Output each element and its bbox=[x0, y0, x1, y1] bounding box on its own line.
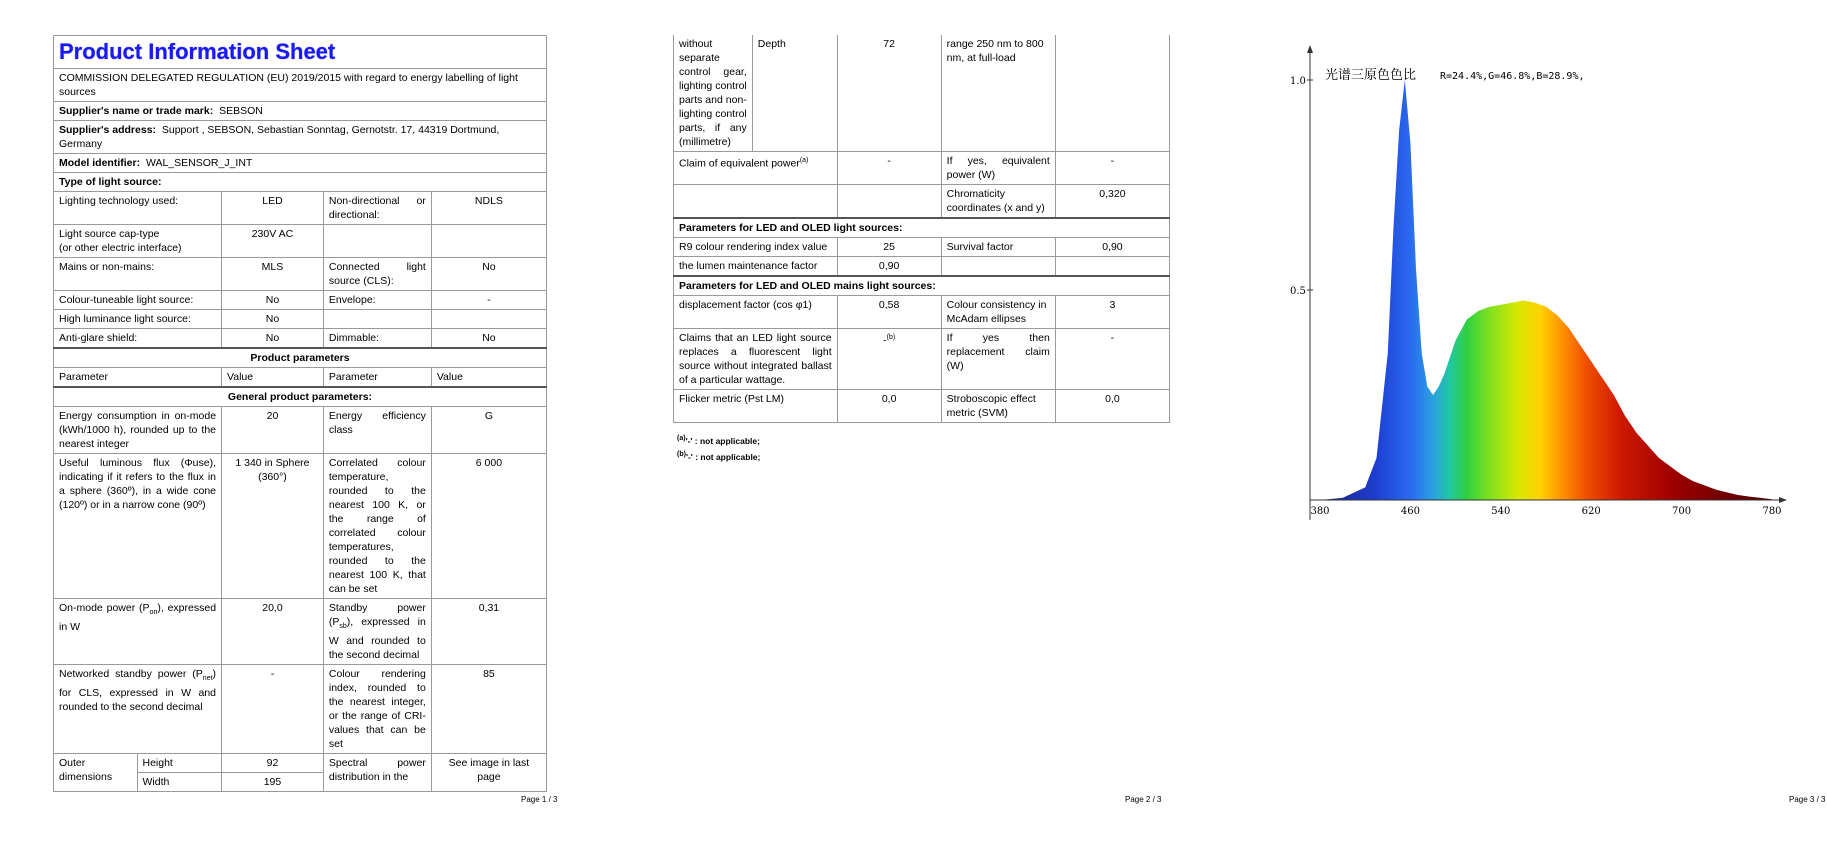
x-tick-label-4: 700 bbox=[1672, 506, 1692, 517]
survival-value: 0,90 bbox=[1055, 238, 1169, 257]
replacement-claim-value: - bbox=[1055, 329, 1169, 390]
tune-label: Colour-tuneable light source: bbox=[54, 291, 222, 310]
footnote-a: $^{(a)}$'-' : not applicable; bbox=[677, 435, 760, 446]
document-title: Product Information Sheet bbox=[54, 36, 547, 69]
width-label: Width bbox=[137, 773, 222, 792]
col-parameter: Parameter bbox=[54, 368, 222, 388]
product-info-table bbox=[53, 35, 547, 792]
col-value-2: Value bbox=[431, 368, 546, 388]
x-tick-label-1: 460 bbox=[1400, 506, 1420, 517]
cls-value: No bbox=[431, 258, 546, 291]
chart-layer bbox=[1290, 45, 1787, 520]
product-info-table-continued bbox=[673, 35, 1170, 423]
cap-label: Light source cap-type (or other electric interface) bbox=[54, 225, 222, 258]
y-axis-arrow bbox=[1307, 45, 1313, 53]
depth-label: Depth bbox=[752, 35, 837, 152]
y-tick-label-1: 0.5 bbox=[1290, 286, 1306, 297]
pnet-label: Networked standby power $(P_{net})$ for CLS, expressed in W and rounded to the second decimal bbox=[54, 665, 222, 754]
x-tick-label-3: 620 bbox=[1581, 506, 1601, 517]
pon-label: On-mode power $(P_{on})$, expressed in W bbox=[54, 599, 222, 665]
supplier-name-row: Supplier's name or trade mark: SEBSON bbox=[54, 102, 547, 121]
lumen-maintenance-label: the lumen maintenance factor bbox=[674, 257, 838, 277]
chart-annotation: R=24.4%,G=46.8%,B=28.9%, bbox=[1440, 71, 1585, 82]
x-tick-label-0: 380 bbox=[1310, 506, 1330, 517]
equiv-power-value: - bbox=[837, 152, 941, 185]
chromaticity-label: Chromaticity coordinates (x and y) bbox=[941, 185, 1055, 219]
colour-consistency-value: 3 bbox=[1055, 296, 1169, 329]
flicker-label: Flicker metric (Pst LM) bbox=[674, 390, 838, 423]
supplier-name: SEBSON bbox=[219, 105, 263, 117]
stroboscopic-label: Stroboscopic effect metric (SVM) bbox=[941, 390, 1055, 423]
type-heading: Type of light source: bbox=[54, 173, 547, 192]
dimmable-value: No bbox=[431, 329, 546, 349]
supplier-address-row: Supplier's address: Support , SEBSON, Sebastian Sonntag, Gernotstr. 17, 44319 Dortmund, Germany bbox=[54, 121, 547, 154]
mains-value: MLS bbox=[222, 258, 324, 291]
led-claims-value: -$^{(b)}$ bbox=[837, 329, 941, 390]
cls-label: Connected light source (CLS): bbox=[323, 258, 431, 291]
page-2 bbox=[660, 0, 1180, 842]
pnet-value: - bbox=[222, 665, 324, 754]
flicker-value: 0,0 bbox=[837, 390, 941, 423]
pon-value: 20,0 bbox=[222, 599, 324, 665]
psb-value: 0,31 bbox=[431, 599, 546, 665]
chromaticity-value: 0,320 bbox=[1055, 185, 1169, 219]
page-number-1: Page 1 / 3 bbox=[521, 795, 558, 804]
eclass-label: Energy efficiency class bbox=[323, 407, 431, 454]
cap-value: 230V AC bbox=[222, 225, 324, 258]
height-label: Height bbox=[137, 754, 222, 773]
spectrum-area bbox=[1320, 80, 1772, 500]
product-params-heading: Product parameters bbox=[54, 348, 547, 368]
led-claims-label: Claims that an LED light source replaces a fluorescent light source without integrated ballast of a particular wattage. bbox=[674, 329, 838, 390]
general-params-heading: General product parameters: bbox=[54, 387, 547, 407]
height-value: 92 bbox=[222, 754, 324, 773]
stroboscopic-value: 0,0 bbox=[1055, 390, 1169, 423]
tech-label: Lighting technology used: bbox=[54, 192, 222, 225]
outer-dimensions-label: Outer dimensions bbox=[54, 754, 138, 792]
spd-label: Spectral power distribution in the bbox=[323, 754, 431, 792]
page-number-2: Page 2 / 3 bbox=[1125, 795, 1162, 804]
page-1 bbox=[0, 0, 560, 842]
dimmable-label: Dimmable: bbox=[323, 329, 431, 349]
displacement-value: 0,58 bbox=[837, 296, 941, 329]
antiglare-value: No bbox=[222, 329, 324, 349]
hl-value: No bbox=[222, 310, 324, 329]
psb-label: Standby power $(P_{sb})$, expressed in W and rounded to the second decimal bbox=[323, 599, 431, 665]
x-tick-label-5: 780 bbox=[1762, 506, 1782, 517]
depth-value: 72 bbox=[837, 35, 941, 152]
energy-value: 20 bbox=[222, 407, 324, 454]
model-identifier: WAL_SENSOR_J_INT bbox=[145, 157, 253, 169]
mains-params-heading: Parameters for LED and OLED mains light sources: bbox=[674, 276, 1170, 296]
ifyes-equiv-label: If yes, equivalent power (W) bbox=[941, 152, 1055, 185]
hl-label: High luminance light source: bbox=[54, 310, 222, 329]
led-params-heading: Parameters for LED and OLED light sources: bbox=[674, 218, 1170, 238]
displacement-label: displacement factor (cos φ1) bbox=[674, 296, 838, 329]
x-tick-label-2: 540 bbox=[1491, 506, 1511, 517]
ifyes-equiv-value: - bbox=[1055, 152, 1169, 185]
spd-range-text: range 250 nm to 800 nm, at full-load bbox=[941, 35, 1055, 152]
r9-label: R9 colour rendering index value bbox=[674, 238, 838, 257]
tech-value: LED bbox=[222, 192, 324, 225]
nondir-value: NDLS bbox=[431, 192, 546, 225]
cct-value: 6 000 bbox=[431, 454, 546, 599]
envelope-value: - bbox=[431, 291, 546, 310]
page-number-3: Page 3 / 3 bbox=[1789, 795, 1826, 804]
envelope-label: Envelope: bbox=[323, 291, 431, 310]
equiv-power-label: Claim of equivalent power$^{(a)}$ bbox=[674, 152, 838, 185]
col-parameter-2: Parameter bbox=[323, 368, 431, 388]
supplier-address: Support , SEBSON, Sebastian Sonntag, Gernotstr. 17, 44319 Dortmund, Germany bbox=[59, 124, 500, 150]
cct-label: Correlated colour temperature, rounded to the nearest 100 K, or the range of correlated colour temperatures, rounded to the nearest 100 K, that can be set bbox=[323, 454, 431, 599]
cri-value: 85 bbox=[431, 665, 546, 754]
footnote-b: $^{(b)}$'-' : not applicable; bbox=[677, 451, 761, 462]
x-axis-arrow bbox=[1779, 497, 1787, 503]
colour-consistency-label: Colour consistency in McAdam ellipses bbox=[941, 296, 1055, 329]
spectrum-chart bbox=[1290, 30, 1790, 535]
lumen-maintenance-value: 0,90 bbox=[837, 257, 941, 277]
energy-label: Energy consumption in on-mode (kWh/1000 h), rounded up to the nearest integer bbox=[54, 407, 222, 454]
antiglare-label: Anti-glare shield: bbox=[54, 329, 222, 349]
cri-label: Colour rendering index, rounded to the nearest integer, or the range of CRI-values that can be set bbox=[323, 665, 431, 754]
width-value: 195 bbox=[222, 773, 324, 792]
nondir-label: Non-directional or directional: bbox=[323, 192, 431, 225]
y-tick-label-0: 1.0 bbox=[1290, 76, 1306, 87]
col-value: Value bbox=[222, 368, 324, 388]
survival-label: Survival factor bbox=[941, 238, 1055, 257]
without-control-gear-label: without separate control gear, lighting control parts and non-lighting control parts, if any (millimetre) bbox=[674, 35, 753, 152]
replacement-claim-label: If yes then replacement claim (W) bbox=[941, 329, 1055, 390]
flux-value: 1 340 in Sphere (360°) bbox=[222, 454, 324, 599]
tune-value: No bbox=[222, 291, 324, 310]
flux-label: Useful luminous flux (Φuse), indicating if it refers to the flux in a sphere (360º), in a wide cone (120º) or in a narrow cone (90º) bbox=[54, 454, 222, 599]
chart-title: 光谱三原色色比 bbox=[1325, 68, 1417, 83]
model-row: Model identifier: WAL_SENSOR_J_INT bbox=[54, 154, 547, 173]
r9-value: 25 bbox=[837, 238, 941, 257]
mains-label: Mains or non-mains: bbox=[54, 258, 222, 291]
spd-value: See image in last page bbox=[431, 754, 546, 792]
eclass-value: G bbox=[431, 407, 546, 454]
regulation-text: COMMISSION DELEGATED REGULATION (EU) 2019/2015 with regard to energy labelling of light sources bbox=[54, 69, 547, 102]
